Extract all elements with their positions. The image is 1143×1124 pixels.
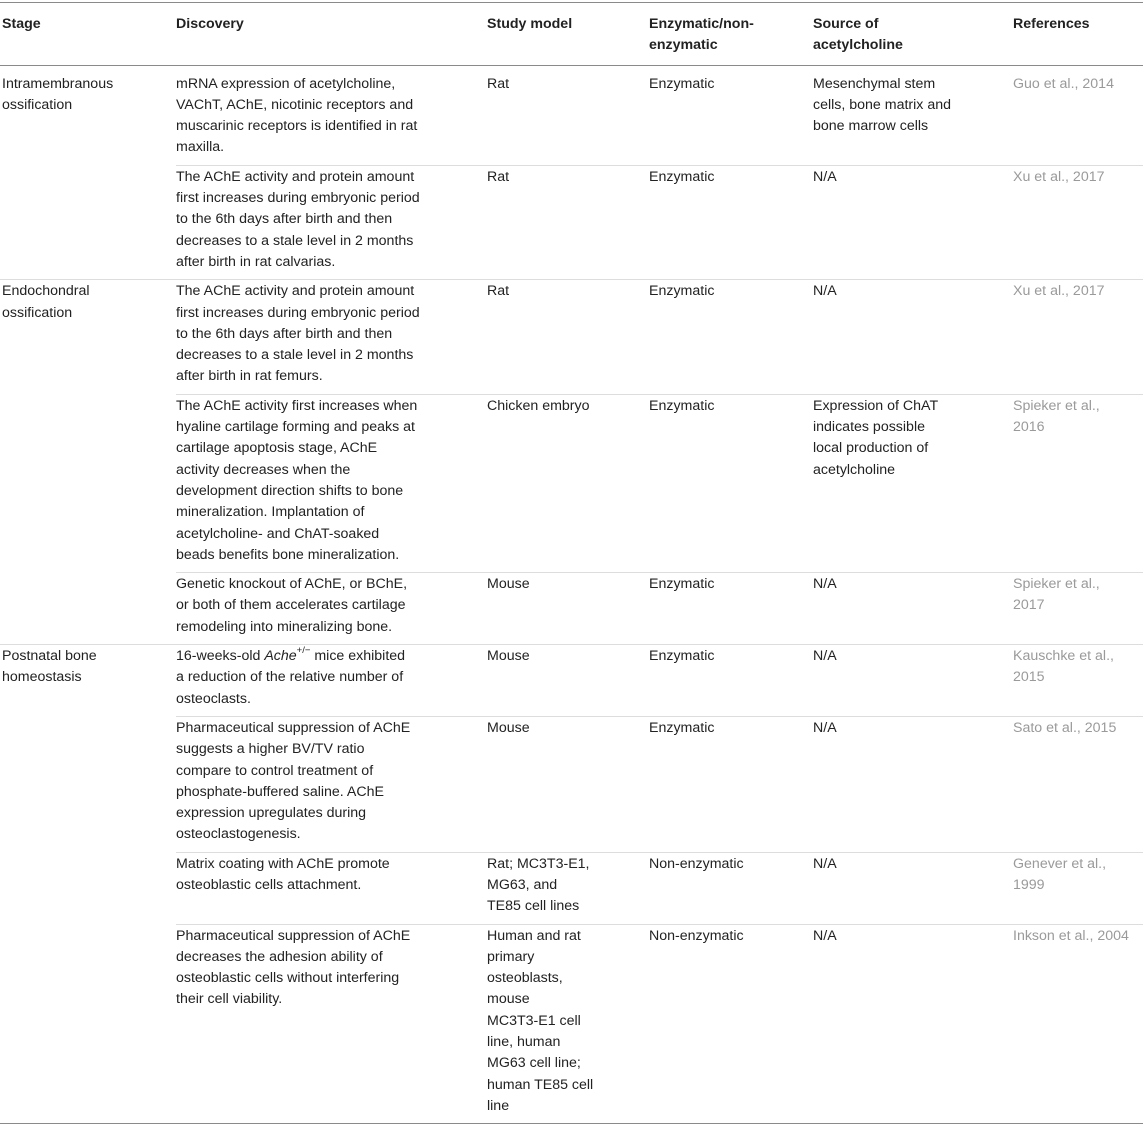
reference-cell: Sato et al., 2015 [1013, 716, 1143, 852]
table-row [0, 852, 1143, 924]
table-row [0, 573, 1143, 645]
reference-cell: Inkson et al., 2004 [1013, 924, 1143, 1124]
gene-name: Ache [264, 648, 297, 665]
table-row [0, 165, 1143, 279]
header-enzymatic: Enzymatic/non- enzymatic [649, 3, 813, 66]
study-model-cell: Mouse [487, 645, 649, 717]
table-row [0, 394, 1143, 572]
discovery-cell: Genetic knockout of AChE, or BChE, or both of them accelerates cartilage remodeling into mineralizing bone. [176, 573, 487, 645]
stage-cell [0, 165, 176, 279]
study-model-cell: Rat [487, 280, 649, 394]
stage-cell: Intramembranous ossification [2, 75, 114, 113]
source-cell: N/A [813, 573, 1013, 645]
discovery-rest: mice exhibited a reduction of the relative number of osteoclasts. [176, 648, 406, 707]
header-references: References [1013, 3, 1143, 66]
enzymatic-cell: Enzymatic [649, 573, 813, 645]
table-row [0, 280, 1143, 394]
enzymatic-cell: Enzymatic [649, 75, 715, 92]
source-cell: N/A [813, 716, 1013, 852]
table-body [0, 65, 1143, 1124]
source-cell: N/A [813, 165, 1013, 279]
discovery-cell: mRNA expression of acetylcholine, VAChT, AChE, nicotinic receptors and muscarinic receptors is identified in rat maxilla. [176, 75, 418, 156]
enzymatic-cell: Non-enzymatic [649, 924, 813, 1124]
study-model-cell: Human and rat primary osteoblasts, mouse MC3T3-E1 cell line, human MG63 cell line; human TE85 cell line [487, 924, 649, 1124]
study-model-cell: Rat [487, 75, 510, 92]
study-model-cell: Mouse [487, 716, 649, 852]
data-table [0, 2, 1143, 1124]
study-model-cell: Rat [487, 165, 649, 279]
reference-cell: Spieker et al., 2016 [1013, 394, 1143, 572]
header-row [0, 3, 1143, 66]
discovery-cell: Pharmaceutical suppression of AChE decreases the adhesion ability of osteoblastic cells without interfering their cell viability. [176, 924, 487, 1124]
discovery-cell: The AChE activity and protein amount first increases during embryonic period to the 6th days after birth and then decreases to a stale level in 2 months after birth in rat femurs. [176, 280, 487, 394]
table-row [0, 716, 1143, 852]
reference-cell: Guo et al., 2014 [1013, 75, 1114, 92]
study-model-cell: Mouse [487, 573, 649, 645]
discovery-cell: Matrix coating with AChE promote osteoblastic cells attachment. [176, 852, 487, 924]
discovery-cell: The AChE activity first increases when hyaline cartilage forming and peaks at cartilage apoptosis stage, AChE activity decreases when the development direction shifts to bone mineralization. Implantation of acetylcholine- and ChAT-soaked beads benefits bone mineralization. [176, 394, 487, 572]
discovery-cell: Pharmaceutical suppression of AChE suggests a higher BV/TV ratio compare to control treatment of phosphate-buffered saline. AChE expression upregulates during osteoclastogenesis. [176, 716, 487, 852]
enzymatic-cell: Enzymatic [649, 165, 813, 279]
header-stage: Stage [0, 3, 176, 66]
source-cell: N/A [813, 852, 1013, 924]
stage-cell [0, 573, 176, 645]
table-row [0, 924, 1143, 1124]
reference-cell: Spieker et al., 2017 [1013, 573, 1143, 645]
enzymatic-cell: Enzymatic [649, 716, 813, 852]
reference-cell: Xu et al., 2017 [1013, 165, 1143, 279]
reference-cell: Genever et al., 1999 [1013, 852, 1143, 924]
stage-cell: Postnatal bone homeostasis [0, 645, 176, 717]
reference-cell: Kauschke et al., 2015 [1013, 645, 1143, 717]
table-header [0, 3, 1143, 66]
genotype-superscript: +/− [296, 645, 311, 657]
enzymatic-cell: Enzymatic [649, 280, 813, 394]
source-cell: Expression of ChAT indicates possible local production of acetylcholine [813, 394, 1013, 572]
stage-cell: Endochondral ossification [0, 280, 176, 394]
discovery-cell [176, 645, 487, 717]
source-cell: N/A [813, 645, 1013, 717]
enzymatic-cell: Enzymatic [649, 645, 813, 717]
stage-cell [0, 716, 176, 852]
table-row [0, 645, 1143, 717]
header-source: Source of acetylcholine [813, 3, 1013, 66]
source-cell: N/A [813, 280, 1013, 394]
enzymatic-cell: Non-enzymatic [649, 852, 813, 924]
stage-cell [0, 394, 176, 572]
header-study-model: Study model [487, 3, 649, 66]
discovery-prefix: 16-weeks-old [176, 648, 265, 665]
reference-cell: Xu et al., 2017 [1013, 280, 1143, 394]
source-cell: Mesenchymal stem cells, bone matrix and bone marrow cells [813, 75, 952, 135]
discovery-cell: The AChE activity and protein amount first increases during embryonic period to the 6th days after birth and then decreases to a stale level in 2 months after birth in rat calvarias. [176, 165, 487, 279]
table-row [0, 65, 1143, 165]
stage-cell [0, 924, 176, 1124]
study-model-cell: Chicken embryo [487, 394, 649, 572]
enzymatic-cell: Enzymatic [649, 394, 813, 572]
source-cell: N/A [813, 924, 1013, 1124]
header-discovery: Discovery [176, 3, 487, 66]
stage-cell [0, 852, 176, 924]
study-model-cell: Rat; MC3T3-E1, MG63, and TE85 cell lines [487, 852, 649, 924]
